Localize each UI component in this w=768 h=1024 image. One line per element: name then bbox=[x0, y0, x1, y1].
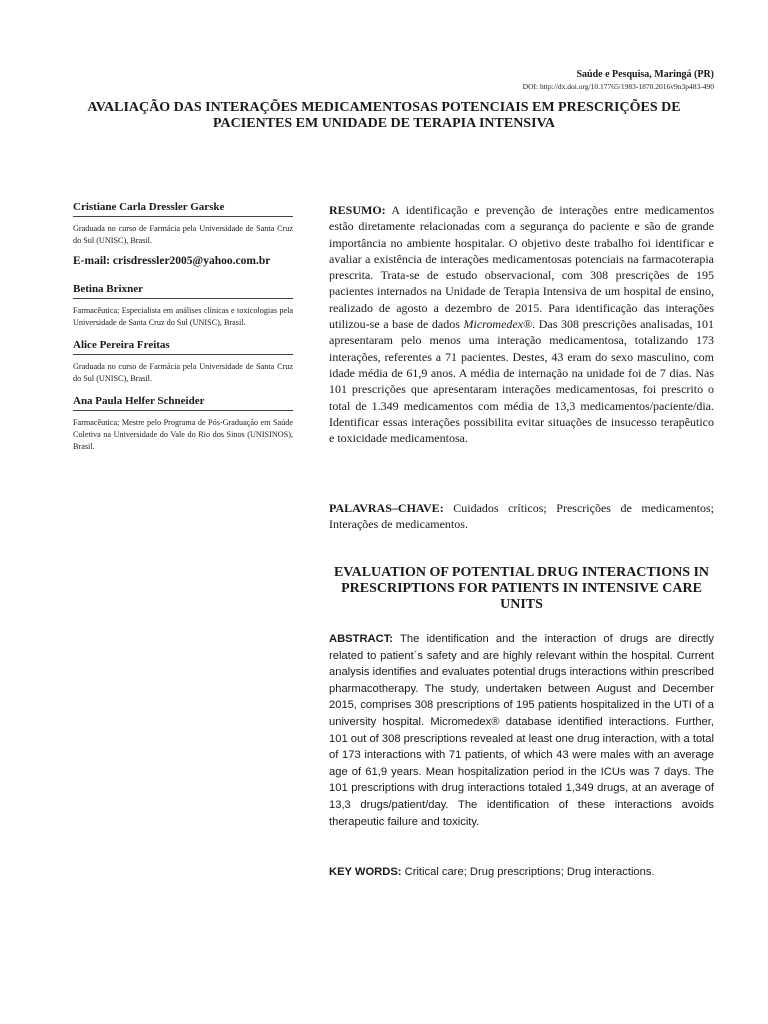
author-name: Alice Pereira Freitas bbox=[73, 339, 293, 355]
author-block bbox=[73, 339, 293, 385]
resumo-paragraph bbox=[329, 202, 714, 446]
resumo-text-continued: . Das 308 prescrições analisadas, 101 apresentaram pelo menos uma interação medicamentosa, totalizando 173 interações, referentes a 71 pacientes. Destes, 43 eram do sexo masculino, com idade média de 61,9 anos. A média de internação na unidade foi de 7 dias. Nas 101 prescrições que apresentaram interações medicamentosas, foi prescrito o total de 1.349 medicamentos com média de 13,3 medicamentos/paciente/dia. Identificar essas interações possibilita evitar situações de insucesso terapêutico e toxicidade medicamentosa. bbox=[329, 317, 715, 446]
palavras-chave-text: Cuidados críticos; Prescrições de medicamentos; Interações de medicamentos. bbox=[329, 501, 714, 532]
article-title-portuguese: AVALIAÇÃO DAS INTERAÇÕES MEDICAMENTOSAS POTENCIAIS EM PRESCRIÇÕES DE PACIENTES EM UNIDADE DE TERAPIA INTENSIVA bbox=[87, 100, 681, 131]
palavras-chave-label: PALAVRAS–CHAVE: bbox=[329, 501, 444, 515]
author-email[interactable]: E-mail: crisdressler2005@yahoo.com.br bbox=[73, 255, 271, 267]
abstract-text: The identification and the interaction of drugs are directly related to patient´s safety and are highly relevant within the hospital. Current analysis identifies and evaluates potential drugs interactions within prescribed pharmacotherapy. The study, undertaken between August and December 2015, comprises 308 prescriptions of 195 patients hospitalized in the UTI of a university hospital. Micromedex® database identified interactions. Further, 101 out of 308 prescriptions revealed at least one drug interaction, with a total of 173 interactions with 71 patients, of which 43 were males with an average age of 61,9 years. Mean hospitalization period in the ICUs was 7 days. The 101 prescriptions with drug interactions totaled 1,349 drugs, at an average of 13,3 drugs/patient/day. The identification of these interactions avoids therapeutic failure and toxicity. bbox=[329, 633, 714, 828]
author-affiliation: Farmacêutica; Especialista em análises clínicas e toxicologias pela Universidade de Santa Cruz do Sul (UNISC), Brasil. bbox=[73, 306, 293, 327]
author-block bbox=[73, 283, 293, 329]
author-block bbox=[73, 201, 293, 267]
resumo-label: RESUMO: bbox=[329, 203, 386, 217]
doi-link[interactable]: DOI: http://dx.doi.org/10.17765/1983-1870.2016v9n3p483-490 bbox=[522, 82, 714, 91]
author-affiliation: Graduada no curso de Farmácia pela Universidade de Santa Cruz do Sul (UNISC), Brasil. bbox=[73, 224, 293, 245]
article-title-english: EVALUATION OF POTENTIAL DRUG INTERACTIONS IN PRESCRIPTIONS FOR PATIENTS IN INTENSIVE CARE UNITS bbox=[333, 565, 710, 612]
author-name: Cristiane Carla Dressler Garske bbox=[73, 201, 293, 217]
author-affiliation: Graduada no curso de Farmácia pela Universidade de Santa Cruz do Sul (UNISC), Brasil. bbox=[73, 362, 293, 383]
author-affiliation: Farmacêutica; Mestre pelo Programa de Pós-Graduação em Saúde Coletiva na Universidade do Vale do Rio dos Sinos (UNISINOS), Brasil. bbox=[73, 418, 293, 451]
journal-name: Saúde e Pesquisa, Maringá (PR) bbox=[576, 69, 714, 80]
keywords-text: Critical care; Drug prescriptions; Drug interactions. bbox=[401, 866, 655, 878]
author-block bbox=[73, 395, 293, 453]
authors-column bbox=[73, 201, 293, 463]
resumo-text: A identificação e prevenção de interações entre medicamentos estão diretamente relacionadas com a segurança do paciente e são de grande importância no ambiente hospitalar. O objetivo deste trabalho foi identificar e avaliar a existência de interações medicamentosas potenciais na farmacoterapia prescrita. Trata-se de estudo observacional, com 308 prescrições de 195 pacientes internados na Unidade de Terapia Intensiva de um hospital de ensino, realizado de agosto a dezembro de 2015. Para identificação das interações utilizou-se a base de dados bbox=[329, 203, 714, 332]
resumo-database-name: Micromedex® bbox=[463, 317, 533, 332]
abstract-paragraph bbox=[329, 631, 714, 830]
keywords-label: KEY WORDS: bbox=[329, 866, 402, 878]
author-name: Betina Brixner bbox=[73, 283, 293, 299]
keywords-paragraph bbox=[329, 864, 714, 881]
abstract-label: ABSTRACT: bbox=[329, 633, 394, 645]
palavras-chave-paragraph bbox=[329, 500, 714, 533]
author-name: Ana Paula Helfer Schneider bbox=[73, 395, 293, 411]
